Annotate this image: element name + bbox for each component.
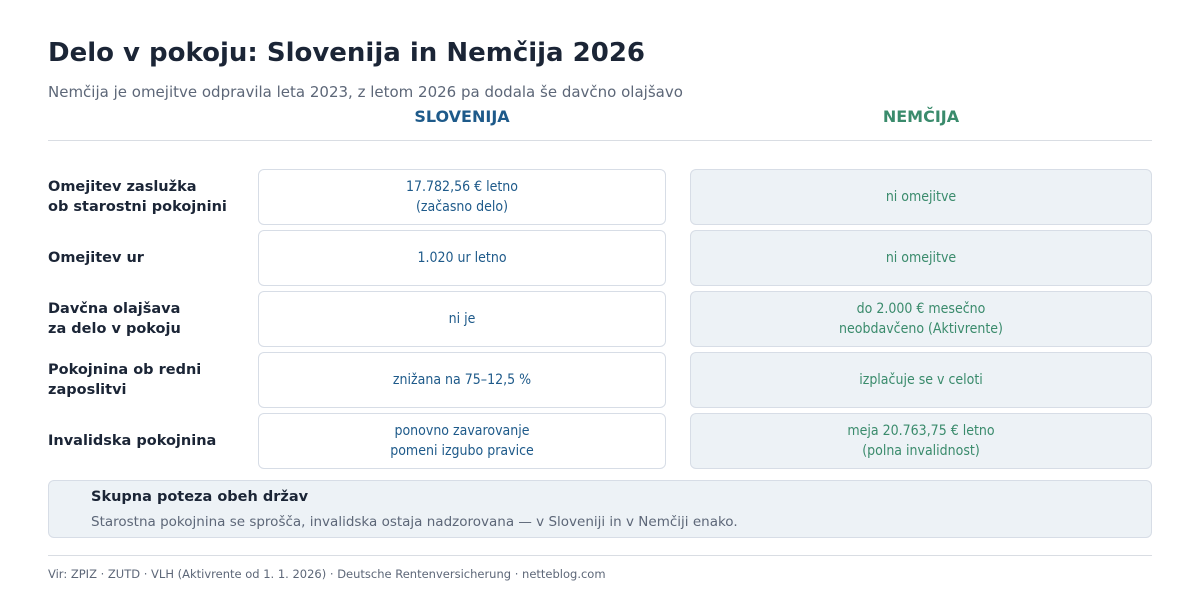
- comparison-row: [0, 413, 1200, 469]
- slovenia-cell: ni je: [258, 291, 666, 347]
- row-label: Invalidska pokojnina: [48, 433, 217, 449]
- germany-cell: meja 20.763,75 € letno (polna invalidnost): [690, 413, 1152, 469]
- slovenia-cell: 1.020 ur letno: [258, 230, 666, 286]
- source-note: Vir: ZPIZ · ZUTD · VLH (Aktivrente od 1. 1. 2026) · Deutsche Rentenversicherung · netteblog.com: [48, 567, 606, 581]
- summary-text: Starostna pokojnina se sprošča, invalidska ostaja nadzorovana — v Sloveniji in v Nemčiji enako.: [91, 514, 738, 530]
- column-header-slovenia: SLOVENIJA: [414, 107, 510, 126]
- germany-cell: do 2.000 € mesečno neobdavčeno (Aktivrente): [690, 291, 1152, 347]
- row-label: Omejitev ur: [48, 250, 144, 266]
- row-label: Omejitev zaslužka ob starostni pokojnini: [48, 179, 227, 215]
- slovenia-cell: znižana na 75–12,5 %: [258, 352, 666, 408]
- summary-title: Skupna poteza obeh držav: [91, 489, 309, 505]
- page-subtitle: Nemčija je omejitve odpravila leta 2023, z letom 2026 pa dodala še davčno olajšavo: [48, 83, 683, 101]
- comparison-row: [0, 230, 1200, 286]
- row-label: Davčna olajšava za delo v pokoju: [48, 301, 181, 337]
- germany-cell: izplačuje se v celoti: [690, 352, 1152, 408]
- slovenia-cell: 17.782,56 € letno (začasno delo): [258, 169, 666, 225]
- column-header-germany: NEMČIJA: [882, 107, 960, 126]
- row-label: Pokojnina ob redni zaposlitvi: [48, 362, 202, 398]
- germany-cell: ni omejitve: [690, 169, 1152, 225]
- slovenia-cell: ponovno zavarovanje pomeni izgubo pravice: [258, 413, 666, 469]
- germany-cell: ni omejitve: [690, 230, 1152, 286]
- summary-box: [48, 480, 1152, 538]
- comparison-row: [0, 169, 1200, 225]
- footer-divider: [48, 555, 1152, 556]
- header-divider: [48, 140, 1152, 141]
- page-title: Delo v pokoju: Slovenija in Nemčija 2026: [48, 38, 646, 68]
- comparison-row: [0, 291, 1200, 347]
- comparison-row: [0, 352, 1200, 408]
